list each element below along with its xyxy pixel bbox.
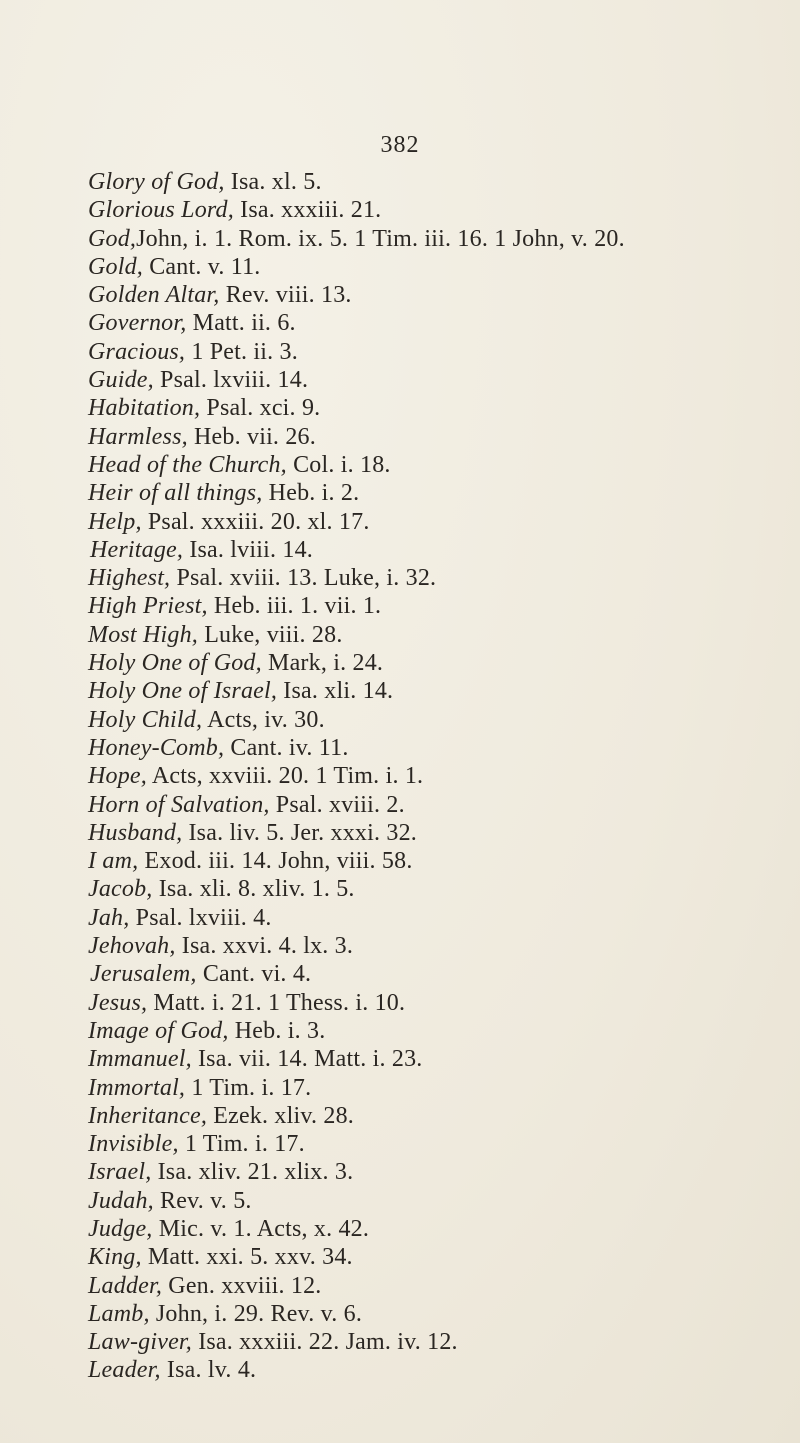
entry-reference: Isa. xli. 8. xliv. 1. 5. (152, 876, 355, 903)
entry-term: I am, (88, 848, 139, 875)
entry-reference: Cant. v. 11. (143, 253, 261, 280)
entry-reference: Isa. xl. 5. (224, 169, 322, 195)
index-entry (88, 366, 788, 394)
entry-reference: 1 Tim. i. 17. (185, 1074, 312, 1101)
entry-term: High Priest, (88, 593, 208, 620)
index-entry (88, 762, 788, 790)
index-entry (88, 734, 788, 762)
entry-reference: Matt. i. 21. 1 Thess. i. 10. (147, 989, 406, 1016)
index-entry (88, 196, 788, 224)
index-entry (88, 394, 788, 422)
entry-reference: Psal. lxviii. 14. (153, 367, 309, 394)
index-entry (88, 168, 788, 196)
entry-term: Harmless, (88, 423, 188, 450)
entry-reference: Cant. iv. 11. (224, 734, 349, 761)
entry-term: Immortal, (88, 1074, 186, 1101)
index-entry (88, 1215, 788, 1243)
entry-reference: Col. i. 18. (286, 451, 391, 478)
entry-term: Holy One of Israel, (88, 678, 278, 705)
index-entry (88, 253, 788, 281)
entry-term: Heritage, (90, 536, 184, 563)
index-entry (88, 989, 788, 1017)
entry-reference: Psal. xxxiii. 20. xl. 17. (141, 508, 370, 535)
entry-term: Governor, (88, 310, 187, 337)
index-entry (88, 1243, 788, 1271)
entry-reference: Isa. xli. 14. (277, 678, 394, 705)
page-number: 382 (380, 132, 420, 158)
entry-term: Jacob, (88, 876, 153, 903)
entry-reference: Exod. iii. 14. John, viii. 58. (138, 848, 413, 875)
entry-reference: Heb. i. 3. (228, 1017, 326, 1044)
entry-reference: Isa. xxvi. 4. lx. 3. (175, 933, 354, 960)
entry-reference: Matt. ii. 6. (186, 310, 296, 337)
entry-reference: Psal. xviii. 13. Luke, i. 32. (170, 565, 437, 592)
entry-reference: Isa. lv. 4. (160, 1357, 257, 1384)
entry-term: Invisible, (88, 1131, 179, 1158)
index-entry (88, 932, 788, 960)
entry-reference: Psal. xviii. 2. (269, 791, 405, 818)
index-entry (88, 592, 788, 620)
entry-term: Glorious Lord, (88, 197, 234, 224)
entry-reference: Isa. lviii. 14. (183, 536, 313, 563)
entry-term: Honey-Comb, (88, 734, 225, 761)
entry-term: Most High, (88, 621, 198, 648)
entry-term: Judge, (88, 1215, 153, 1242)
entry-term: Golden Altar, (88, 282, 220, 309)
index-entry (88, 1158, 788, 1186)
entry-term: Glory of God, (88, 169, 225, 195)
index-entry (88, 677, 788, 705)
entry-reference: Isa. xliv. 21. xlix. 3. (151, 1159, 354, 1186)
entry-term: Israel, (88, 1159, 152, 1186)
entry-term: Head of the Church, (88, 451, 287, 478)
entry-reference: Rev. v. 5. (153, 1187, 252, 1214)
entry-reference: Psal. xci. 9. (200, 395, 321, 422)
index-entry (88, 847, 788, 875)
entry-term: Habitation, (88, 395, 201, 422)
entry-term: Heir of all things, (88, 480, 263, 507)
index-entry (88, 819, 788, 847)
index-entry (88, 1187, 788, 1215)
index-entry (88, 875, 788, 903)
index-entry (88, 508, 788, 536)
entry-term: Lamb, (88, 1300, 150, 1327)
index-entry (88, 281, 788, 309)
index-entry (88, 1017, 788, 1045)
entry-reference: Acts, xxviii. 20. 1 Tim. i. 1. (146, 763, 424, 790)
entry-term: Immanuel, (88, 1046, 192, 1073)
index-entry (88, 1130, 788, 1158)
entry-term: Jah, (88, 904, 130, 931)
entry-term: Jehovah, (88, 933, 176, 960)
entry-term: Horn of Salvation, (88, 791, 270, 818)
index-entry (88, 706, 788, 734)
entry-term: King, (88, 1244, 142, 1271)
index-entry (88, 1356, 788, 1384)
index-entry (88, 1272, 788, 1300)
index-entry (88, 960, 788, 988)
entry-reference: 1 Tim. i. 17. (178, 1131, 305, 1158)
index-entry (88, 791, 788, 819)
entry-term: Gold, (88, 253, 143, 280)
entry-reference: John, i. 29. Rev. v. 6. (149, 1300, 363, 1327)
index-entry (88, 1328, 788, 1356)
entry-term: God, (88, 225, 137, 252)
entry-reference: Isa. liv. 5. Jer. xxxi. 32. (182, 819, 417, 846)
index-entry (88, 451, 788, 479)
entry-reference: Matt. xxi. 5. xxv. 34. (141, 1244, 353, 1271)
entry-term: Law-giver, (88, 1329, 192, 1356)
entry-reference: Rev. viii. 13. (219, 282, 352, 309)
entry-reference: Cant. vi. 4. (196, 961, 312, 988)
entry-term: Judah, (88, 1187, 154, 1214)
entry-reference: 1 Pet. ii. 3. (185, 338, 298, 365)
index-entry (88, 225, 788, 253)
entry-term: Image of God, (88, 1017, 229, 1044)
entry-reference: Gen. xxviii. 12. (162, 1272, 322, 1299)
index-entry (88, 1045, 788, 1073)
index-entry (88, 1300, 788, 1328)
entry-term: Holy Child, (88, 706, 203, 733)
index-entry (88, 564, 788, 592)
entry-reference: Isa. vii. 14. Matt. i. 23. (191, 1046, 423, 1073)
entry-reference: John, i. 1. Rom. ix. 5. 1 Tim. iii. 16. 1 John, v. 20. (136, 225, 625, 252)
index-entry (88, 621, 788, 649)
index-entry (88, 1102, 788, 1130)
entry-reference: Isa. xxxiii. 22. Jam. iv. 12. (192, 1329, 458, 1356)
entry-reference: Heb. vii. 26. (187, 423, 316, 450)
entry-term: Jerusalem, (90, 961, 197, 988)
entry-reference: Mic. v. 1. Acts, x. 42. (152, 1215, 370, 1242)
entry-reference: Heb. iii. 1. vii. 1. (207, 593, 382, 620)
entry-reference: Isa. xxxiii. 21. (233, 197, 382, 224)
entry-reference: Luke, viii. 28. (198, 621, 343, 648)
entry-term: Help, (88, 508, 142, 535)
entry-term: Guide, (88, 367, 154, 394)
index-entry (88, 904, 788, 932)
entry-reference: Heb. i. 2. (262, 480, 360, 507)
entry-term: Holy One of God, (88, 650, 262, 677)
index-entry (88, 649, 788, 677)
entry-term: Hope, (88, 763, 147, 790)
index-entry (88, 479, 788, 507)
entry-term: Highest, (88, 565, 171, 592)
entry-term: Ladder, (88, 1272, 163, 1299)
entry-term: Inheritance, (88, 1102, 208, 1129)
entry-reference: Mark, i. 24. (261, 650, 384, 677)
index-entry (88, 536, 788, 564)
entry-reference: Psal. lxviii. 4. (129, 904, 272, 931)
entry-term: Husband, (88, 819, 183, 846)
entry-term: Gracious, (88, 338, 186, 365)
entry-term: Leader, (88, 1357, 161, 1384)
index-entries (88, 168, 788, 1385)
index-entry (88, 309, 788, 337)
entry-reference: Ezek. xliv. 28. (207, 1102, 354, 1129)
entry-reference: Acts, iv. 30. (202, 706, 325, 733)
index-entry (88, 1074, 788, 1102)
index-entry (88, 423, 788, 451)
index-entry (88, 338, 788, 366)
entry-term: Jesus, (88, 989, 148, 1016)
